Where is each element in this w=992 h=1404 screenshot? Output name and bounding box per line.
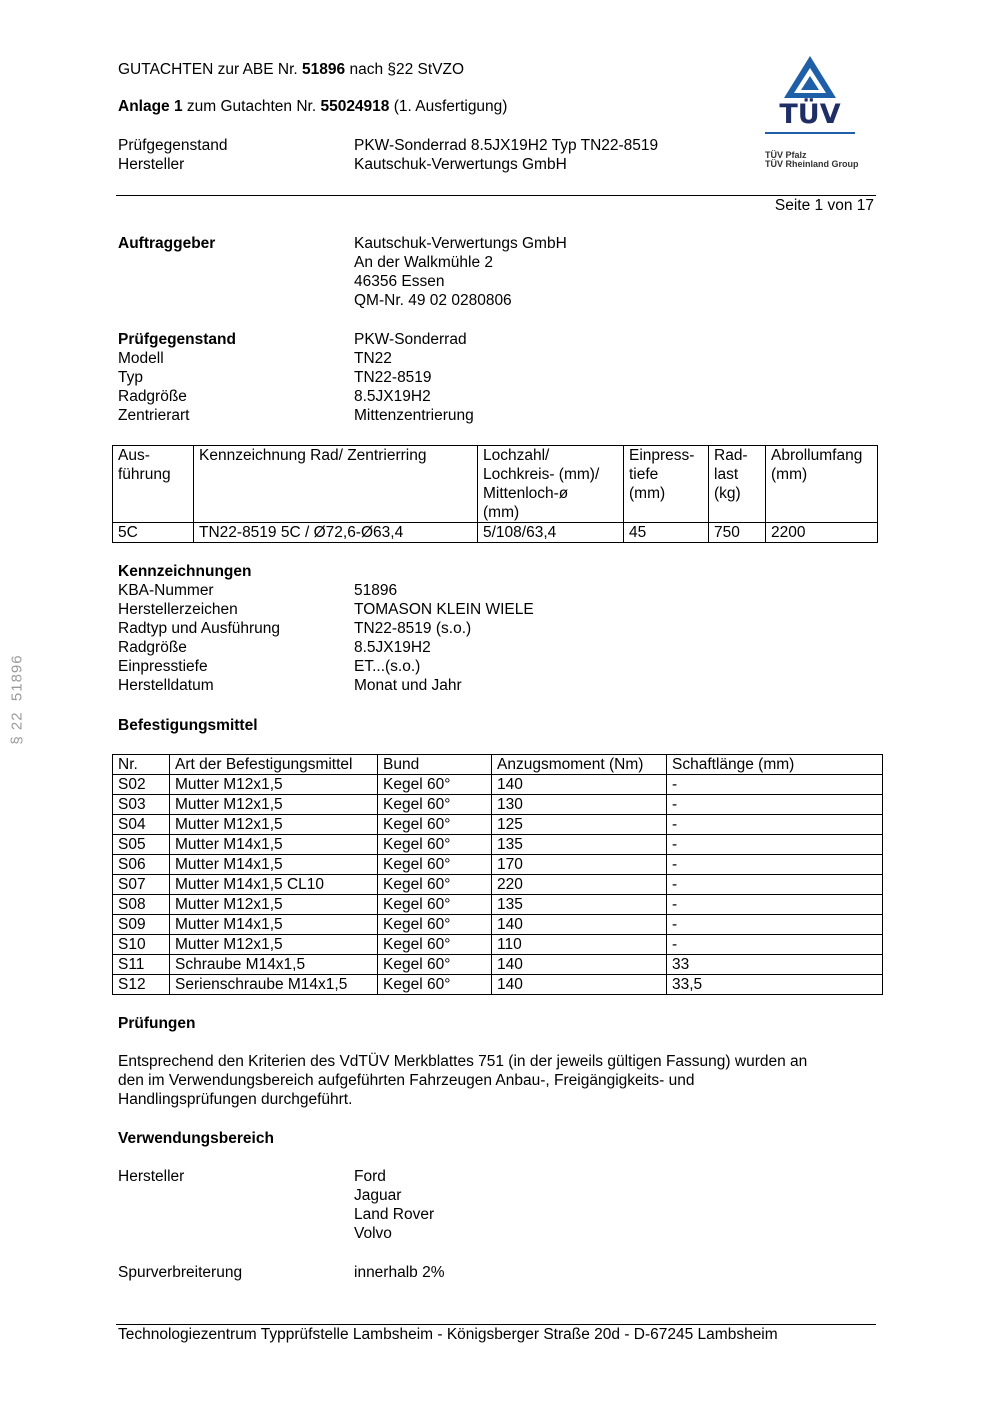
tuev-sub1: TÜV Pfalz: [765, 150, 807, 160]
tests-text-line-2: den im Verwendungsbereich aufgeführten Fahrzeugen Anbau-, Freigängigkeits- und: [118, 1072, 695, 1089]
table-cell: S10: [113, 935, 170, 955]
table-row: [113, 975, 883, 995]
table-cell: Kegel 60°: [378, 875, 492, 895]
table-cell: Kegel 60°: [378, 795, 492, 815]
tests-label: Prüfungen: [118, 1015, 196, 1032]
table-cell: S11: [113, 955, 170, 975]
table-row: [113, 795, 883, 815]
footer-address: Technologiezentrum Typprüfstelle Lambsheim - Königsberger Straße 20d - D-67245 Lambsheim: [118, 1326, 778, 1343]
table-cell: S06: [113, 855, 170, 875]
table-cell: Kegel 60°: [378, 815, 492, 835]
table-cell: 140: [492, 955, 667, 975]
table-cell: Kegel 60°: [378, 915, 492, 935]
list-item: Land Rover: [354, 1206, 435, 1223]
tests-text-line-1: Entsprechend den Kriterien des VdTÜV Merkblattes 751 (in der jeweils gültigen Fassung) wurden an: [118, 1053, 808, 1070]
table-cell: -: [667, 935, 883, 955]
list-item: Volvo: [354, 1225, 392, 1242]
table-cell: S04: [113, 815, 170, 835]
table-cell: S02: [113, 775, 170, 795]
table-cell: Mutter M12x1,5: [170, 775, 378, 795]
table-cell: 130: [492, 795, 667, 815]
table-cell: S08: [113, 895, 170, 915]
table-cell: -: [667, 915, 883, 935]
fasteners-table: [112, 754, 883, 995]
table-cell: S09: [113, 915, 170, 935]
fasteners-table-body: [113, 775, 883, 995]
table-row: [113, 955, 883, 975]
fasteners-table-header: Nr. Art der Befestigungsmittel Bund Anzugsmoment (Nm) Schaftlänge (mm): [113, 755, 883, 775]
table-cell: -: [667, 775, 883, 795]
scope-label: Verwendungsbereich: [118, 1130, 274, 1147]
markings-label: Kennzeichnungen: [118, 563, 252, 580]
client-label: Auftraggeber: [118, 235, 216, 252]
table-cell: Kegel 60°: [378, 895, 492, 915]
table-cell: 125: [492, 815, 667, 835]
list-item: Jaguar: [354, 1187, 402, 1204]
table-cell: Mutter M12x1,5: [170, 815, 378, 835]
table-cell: 140: [492, 775, 667, 795]
tests-text-line-3: Handlingsprüfungen durchgeführt.: [118, 1091, 353, 1108]
table-row: [113, 875, 883, 895]
table-cell: 170: [492, 855, 667, 875]
table-cell: S05: [113, 835, 170, 855]
wheel-table: [112, 445, 878, 543]
table-cell: 140: [492, 975, 667, 995]
table-cell: Kegel 60°: [378, 855, 492, 875]
table-cell: 110: [492, 935, 667, 955]
side-mark: § 22 51896: [8, 654, 26, 745]
document-title: GUTACHTEN zur ABE Nr. 51896 nach §22 StVZO: [118, 61, 465, 78]
table-row: [113, 915, 883, 935]
table-cell: Mutter M14x1,5: [170, 835, 378, 855]
table-cell: -: [667, 875, 883, 895]
table-cell: 140: [492, 915, 667, 935]
table-row: [113, 815, 883, 835]
table-row: [113, 855, 883, 875]
tuev-logo: [760, 54, 860, 174]
table-cell: -: [667, 835, 883, 855]
table-cell: S12: [113, 975, 170, 995]
table-cell: Serienschraube M14x1,5: [170, 975, 378, 995]
list-item: Ford: [354, 1168, 386, 1185]
test-object-label: Prüfgegenstand: [118, 331, 236, 348]
table-cell: Mutter M14x1,5: [170, 855, 378, 875]
fasteners-label: Befestigungsmittel: [118, 717, 258, 734]
tuev-sub2: TÜV Rheinland Group: [765, 159, 859, 169]
table-cell: -: [667, 795, 883, 815]
table-cell: Kegel 60°: [378, 775, 492, 795]
table-cell: -: [667, 895, 883, 915]
table-row: [113, 835, 883, 855]
table-cell: Mutter M14x1,5 CL10: [170, 875, 378, 895]
table-cell: Kegel 60°: [378, 955, 492, 975]
wheel-table-header: Aus- führung Kennzeichnung Rad/ Zentrierring Lochzahl/ Lochkreis- (mm)/ Mittenloch-ø (mm) Einpress- tiefe (mm) Rad- last (kg) Abrollumfang (mm): [113, 446, 878, 523]
table-cell: S03: [113, 795, 170, 815]
table-cell: Schraube M14x1,5: [170, 955, 378, 975]
table-cell: 33: [667, 955, 883, 975]
table-cell: Mutter M12x1,5: [170, 895, 378, 915]
table-cell: 135: [492, 835, 667, 855]
table-cell: 135: [492, 895, 667, 915]
table-cell: Kegel 60°: [378, 835, 492, 855]
table-row: 5C TN22-8519 5C / Ø72,6-Ø63,4 5/108/63,4 45 750 2200: [113, 523, 878, 543]
table-cell: Kegel 60°: [378, 975, 492, 995]
table-cell: Mutter M12x1,5: [170, 935, 378, 955]
table-cell: Mutter M12x1,5: [170, 795, 378, 815]
page-number: Seite 1 von 17: [774, 197, 874, 214]
tuev-logo-text: TÜV: [779, 99, 841, 130]
table-row: [113, 895, 883, 915]
annex-line: Anlage 1 zum Gutachten Nr. 55024918 (1. Ausfertigung): [118, 98, 508, 115]
table-cell: Kegel 60°: [378, 935, 492, 955]
table-cell: Mutter M14x1,5: [170, 915, 378, 935]
table-cell: 33,5: [667, 975, 883, 995]
table-row: [113, 775, 883, 795]
table-cell: 220: [492, 875, 667, 895]
table-cell: -: [667, 855, 883, 875]
table-row: [113, 935, 883, 955]
table-cell: -: [667, 815, 883, 835]
table-cell: S07: [113, 875, 170, 895]
